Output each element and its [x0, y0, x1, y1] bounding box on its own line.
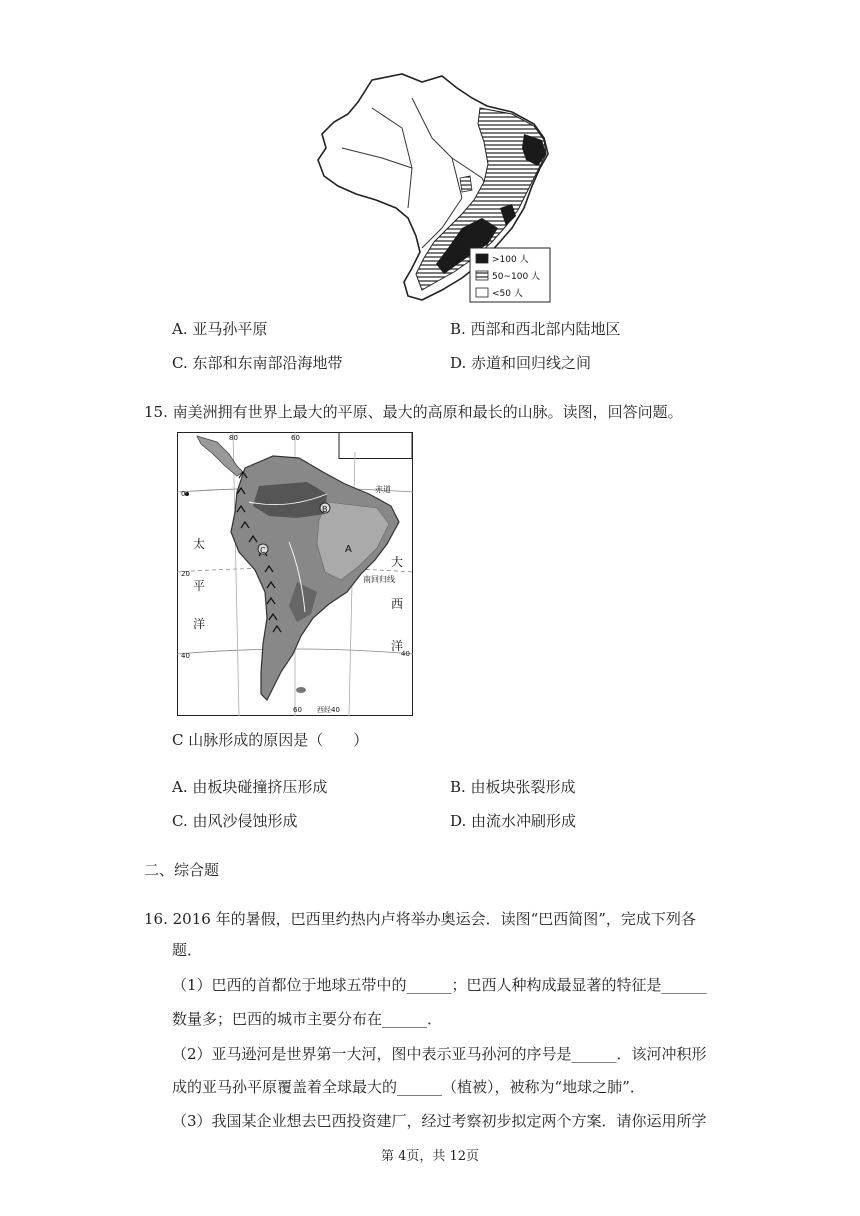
q15-option-c[interactable]: C. 由风沙侵蚀形成	[172, 812, 298, 830]
atlantic-label-2: 西	[391, 597, 404, 611]
q15-option-a[interactable]: A. 由板块碰撞挤压形成	[172, 778, 328, 796]
atlantic-label-3: 洋	[391, 639, 404, 653]
q16-stem-line1: 16. 2016 年的暑假，巴西里约热内卢将举办奥运会．读图“巴西简图”，完成下列各	[144, 910, 696, 928]
q14-option-b[interactable]: B. 西部和西北部内陆地区	[450, 320, 621, 338]
pacific-label-3: 洋	[193, 617, 206, 631]
section-heading: 二、综合题	[144, 861, 220, 879]
q16-part2-line2: 成的亚马孙平原覆盖着全球最大的______（植被），被称为“地球之肺”．	[172, 1078, 645, 1096]
q14-option-c[interactable]: C. 东部和东南部沿海地带	[172, 354, 343, 372]
brazil-population-map	[312, 68, 552, 304]
label-a: A	[345, 544, 352, 555]
q16-part3-line1: （3）我国某企业想去巴西投资建厂，经过考察初步拟定两个方案．请你运用所学	[172, 1112, 707, 1130]
equator-label: 赤道	[375, 485, 391, 494]
lon-40-bottom: 西经40	[317, 706, 340, 714]
atlantic-label-1: 大	[391, 555, 404, 569]
q15-stem: 15. 南美洲拥有世界上最大的平原、最大的高原和最长的山脉。读图，回答问题。	[144, 403, 683, 421]
q14-option-a[interactable]: A. 亚马孙平原	[172, 320, 268, 338]
lat-20: 20	[181, 570, 190, 578]
label-c: C	[260, 546, 266, 555]
lon-60: 60	[291, 434, 300, 442]
tropic-label: 南回归线	[363, 575, 395, 584]
q16-part1-line2: 数量多；巴西的城市主要分布在______．	[172, 1010, 443, 1028]
q16-stem-line2: 题．	[172, 941, 203, 959]
q15-option-b[interactable]: B. 由板块张裂形成	[450, 778, 576, 796]
q16-part2-line1: （2）亚马逊河是世界第一大河，图中表示亚马孙河的序号是______．该河冲积形	[172, 1045, 707, 1063]
legend-high: >100 人	[492, 255, 529, 265]
lon-40-right: 40	[401, 650, 410, 658]
pacific-label-2: 平	[193, 579, 206, 593]
q16-part1-line1: （1）巴西的首都位于地球五带中的______；巴西人种构成最显著的特征是______	[172, 976, 707, 994]
q15-option-d[interactable]: D. 由流水冲刷形成	[450, 812, 577, 830]
lat-40: 40	[181, 652, 190, 660]
lon-80: 80	[229, 434, 238, 442]
legend-low: <50 人	[492, 289, 523, 299]
lon-60-bottom: 60	[293, 706, 302, 714]
label-b: B	[322, 505, 328, 514]
legend-mid: 50~100 人	[492, 272, 541, 282]
page-footer: 第 4页，共 12页	[380, 1149, 480, 1164]
pacific-label-1: 太	[193, 537, 206, 551]
q14-option-d[interactable]: D. 赤道和回归线之间	[450, 354, 592, 372]
q15-question: C 山脉形成的原因是（ ）	[172, 731, 369, 749]
south-america-map	[177, 432, 413, 716]
lat-0: 0	[181, 490, 186, 498]
